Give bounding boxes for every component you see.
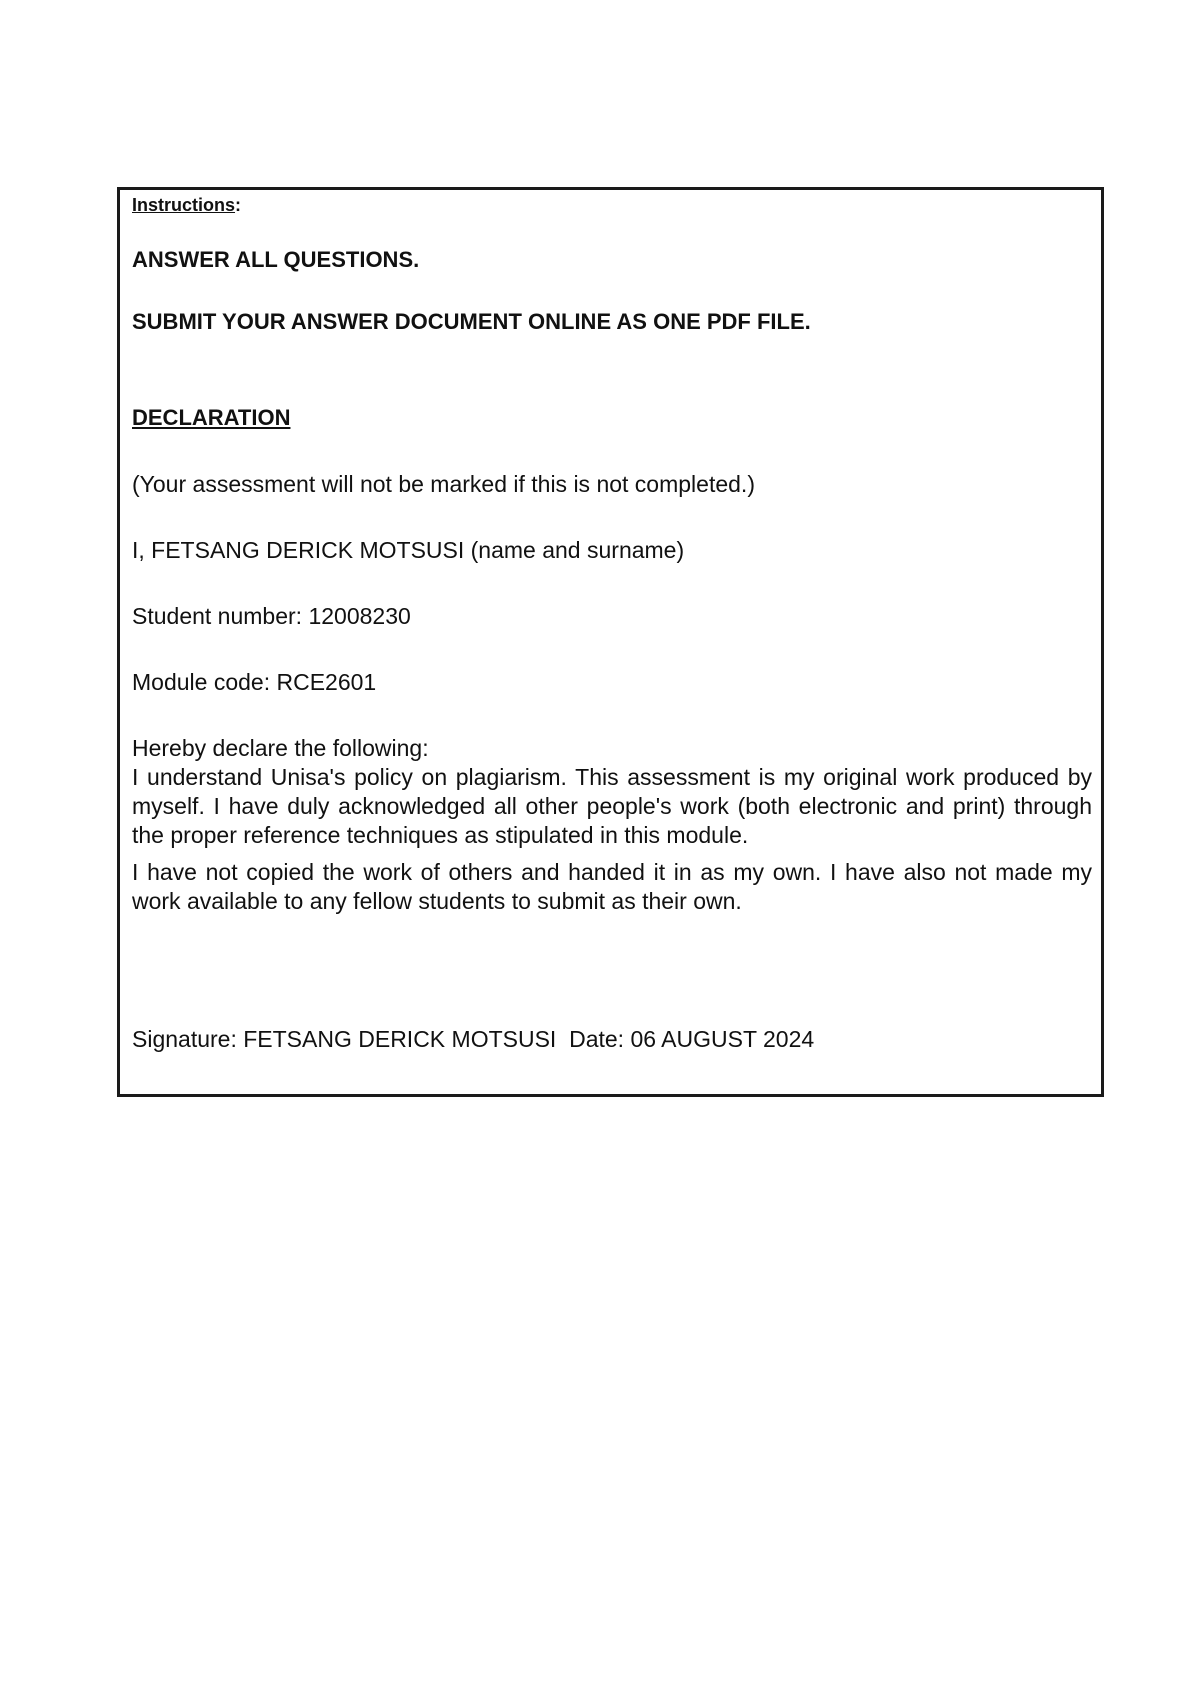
declarant-name: I, FETSANG DERICK MOTSUSI (name and surname)	[132, 537, 685, 563]
declaration-paragraph-2: I have not copied the work of others and handed it in as my own. I have also not made my work available to any fellow students to submit as their own.	[132, 859, 1092, 914]
module-code: Module code: RCE2601	[132, 669, 377, 695]
declaration-paragraph-1: I understand Unisa's policy on plagiarism. This assessment is my original work produced by myself. I have duly acknowledged all other people's work (both electronic and print) through the proper reference techniques as stipulated in this module.	[132, 764, 1092, 848]
declaration-box	[117, 187, 1104, 1097]
instruction-answer-all: ANSWER ALL QUESTIONS.	[132, 247, 420, 272]
instructions-label-text: Instructions	[132, 195, 236, 215]
declaration-note: (Your assessment will not be marked if this is not completed.)	[132, 471, 755, 497]
instructions-label	[132, 191, 241, 219]
student-number: Student number: 12008230	[132, 603, 411, 629]
instruction-submit-pdf: SUBMIT YOUR ANSWER DOCUMENT ONLINE AS ONE PDF FILE.	[132, 309, 811, 334]
hereby-declare: Hereby declare the following:	[132, 735, 429, 761]
signature-date-line: Signature: FETSANG DERICK MOTSUSI Date: 06 AUGUST 2024	[132, 1026, 815, 1052]
declaration-heading: DECLARATION	[132, 405, 291, 430]
instructions-label-colon: :	[235, 195, 242, 215]
